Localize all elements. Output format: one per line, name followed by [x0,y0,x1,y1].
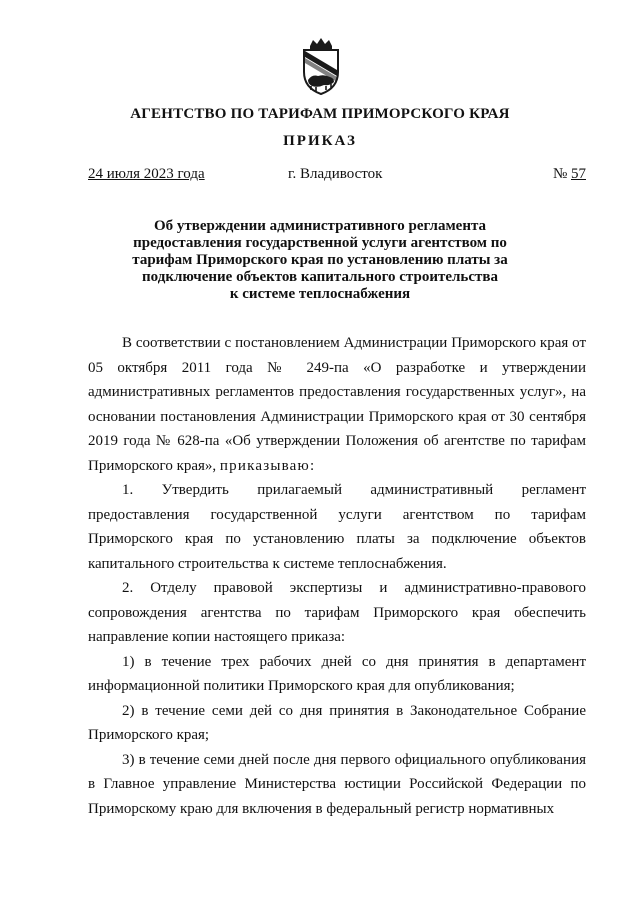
title-line: предоставления государственной услуги агентством по [133,235,507,251]
order-number-value: 57 [571,166,586,182]
subitem-1-paragraph: 1) в течение трех рабочих дней со дня принятия в департамент информационной политики Приморского края для опубликования; [88,653,586,694]
item-2-paragraph: 2. Отделу правовой экспертизы и административно-правового сопровождения агентства по тарифам Приморского края обеспечить направление копии настоящего приказа: [88,580,586,645]
order-verb: приказываю: [219,457,316,474]
order-city: г. Владивосток [288,166,383,182]
order-number [553,166,586,183]
subitem-2-paragraph: 2) в течение семи дей со дня принятия в Законодательное Собрание Приморского края; [88,702,586,743]
document-body [88,331,586,821]
order-number-prefix: № [552,166,571,182]
document-title [120,218,520,303]
title-line: к системе теплоснабжения [229,286,411,302]
title-line: тарифам Приморского края по установлению платы за [132,252,508,268]
preamble-paragraph [88,331,586,478]
item-1-paragraph: 1. Утвердить прилагаемый административный регламент предоставления государственной услуги агентством по тарифам Приморского края по установлению платы за подключение объектов капитального строительства к системе теплоснабжения. [88,482,586,572]
order-meta [88,166,586,186]
order-heading: ПРИКАЗ [283,133,357,149]
title-line: подключение объектов капитального строительства [142,269,498,285]
order-date: 24 июля 2023 года [88,166,205,182]
title-line: Об утверждении административного регламента [153,218,487,234]
coat-of-arms-icon [296,36,346,96]
preamble-text: В соответствии с постановлением Администрации Приморского края от 05 октября 2011 года № 249-па «О разработке и утверждении административных регламентов предоставления государственных услуг», на основании постановления Администрации Приморского края от 30 сентября 2019 года № 628-па «Об утверждении Положения об агентстве по тарифам Приморского края», [88,335,586,474]
agency-name: АГЕНТСТВО ПО ТАРИФАМ ПРИМОРСКОГО КРАЯ [130,106,510,122]
subitem-3-paragraph: 3) в течение семи дней после дня первого официального опубликования в Главное управление Министерства юстиции Российской Федерации по Приморскому краю для включения в федеральный регистр нормативных [88,751,586,817]
